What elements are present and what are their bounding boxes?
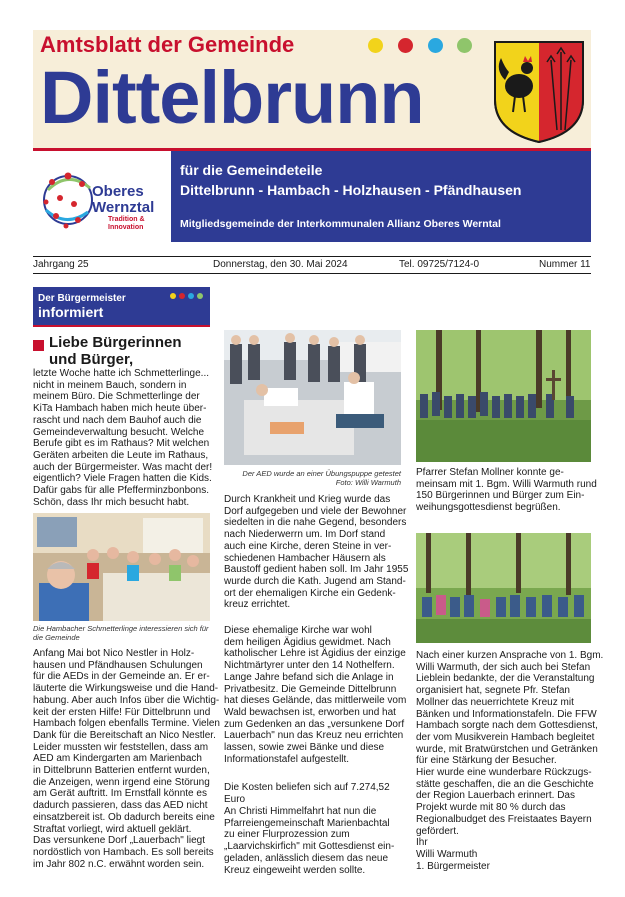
text-line: habung. Aber auch Infos über die Wichtig-: [33, 694, 220, 706]
text-line: Leider mussten wir feststellen, dass am: [33, 741, 209, 753]
text-line: Regionalbudget des Freistaates Bayern: [416, 813, 592, 825]
text-line: meinsam mit 1. Bgm. Willi Warmuth rund: [416, 478, 597, 490]
col2-cost-text: [224, 782, 401, 805]
text-line: zu einer Flurprozession zum: [224, 829, 350, 841]
text-line: Diese ehemalige Kirche war wohl: [224, 625, 372, 636]
text-line: An Christi Himmelfahrt hat nun die: [224, 806, 377, 817]
text-line: Willi Warmuth: [416, 848, 478, 860]
heading-bullet-icon: [33, 340, 44, 351]
text-line: Euro: [224, 793, 246, 805]
text-line: hat dieses Gelände, das mittlerweile vom: [224, 695, 407, 707]
issue-number: Nummer 11: [539, 259, 591, 270]
text-line: schiedenen Hambacher Häusern als: [224, 552, 386, 564]
kita-photo-caption-line-2: die Gemeinde: [33, 633, 80, 642]
text-line: „Laarvichskirfich" mit Gottesdienst ein-: [224, 841, 395, 853]
text-line: im Jahr 802 n.C. erwähnt worden sein.: [33, 858, 205, 870]
text-line: wurde, mit Bratwürstchen und Getränken: [416, 743, 598, 755]
section-dot-yellow: [170, 293, 176, 299]
text-line: Hambach sorgte nach dem Gottesdienst,: [416, 720, 598, 732]
logo-tagline-2: Innovation: [108, 224, 144, 231]
aed-training-photo: [224, 330, 401, 465]
text-line: Dorf aufgegeben und viele der Bewohner: [224, 505, 407, 517]
text-line: Anfang Mai bot Nico Nestler in Holz-: [33, 648, 195, 659]
text-line: Ihr: [416, 837, 428, 849]
text-line: organisiert hat, segnete Pfr. Stefan: [416, 685, 570, 697]
text-line: in Dittelbrunn Batterien entfernt wurden,: [33, 765, 210, 777]
text-line: auch der Bürgermeister. Was macht der!: [33, 461, 213, 473]
text-line: nicht in meinem Bauch, sondern in: [33, 379, 187, 391]
text-line: Hier wurde eine wunderbare Rückzugs-: [416, 767, 592, 779]
text-line: katholischer Lehre ist Ägidius der einzige: [224, 648, 406, 660]
text-line: läuterte die Wirkungsweise und die Hand-: [33, 683, 219, 695]
section-header-underline: [33, 325, 210, 327]
text-line: für die AEDs in der Gemeinde an. Er er-: [33, 671, 210, 683]
phone-number: Tel. 09725/7124-0: [399, 259, 480, 270]
text-line: lassen, sowie zwei Bänke und diese: [224, 742, 385, 754]
text-line: Straftat vorliegt, wird aktuell geklärt.: [33, 823, 192, 835]
text-line: Hambach folgen ebenfalls Termine. Vielen: [33, 718, 220, 730]
subtitle-line-1: für die Gemeindeteile: [180, 162, 323, 178]
text-line: meinem Büro. Die Schmetterlinge der: [33, 391, 200, 403]
text-line: auch eine Kirche, deren Steine in ver-: [224, 540, 392, 552]
text-line: Wald bewachsen ist, erworben und hat: [224, 706, 396, 718]
text-line: rascht und nach dem Bauhof auch die: [33, 414, 202, 426]
col2-church-text: [224, 625, 407, 765]
logo-tagline-1: Tradition &: [108, 216, 145, 223]
text-line: der Region Lauerbach erinnert. Das: [416, 790, 575, 802]
issue-date: Donnerstag, den 30. Mai 2024: [213, 259, 348, 270]
publication-title: Dittelbrunn: [40, 56, 424, 139]
text-line: Privatbesitz. Die Gemeinde Dittelbrunn: [224, 683, 397, 695]
article-heading-line-2: und Bürger,: [49, 351, 134, 368]
info-rule-bottom: [33, 273, 591, 274]
text-line: siedelten in die nahe Gegend, besonders: [224, 517, 407, 529]
color-dot-green: [457, 38, 472, 53]
network-logo-icon: [38, 160, 96, 236]
text-line: Nach einer kurzen Ansprache von 1. Bgm.: [416, 650, 604, 661]
aed-photo-caption-line-1: Der AED wurde an einer Übungspuppe getestet: [242, 469, 401, 478]
text-line: Pfarreiengemeinschaft Marienbachtal: [224, 817, 390, 829]
text-line: weihungsgottesdienst begrüßen.: [416, 502, 561, 514]
text-line: Die Kosten beliefen sich auf 7.274,52: [224, 782, 390, 793]
text-line: letzte Woche hatte ich Schmetterlinge...: [33, 368, 210, 379]
text-line: geladen, anlässlich diesem das neue: [224, 852, 388, 864]
volume-label: Jahrgang 25: [33, 259, 89, 270]
text-line: Nichtmärtyrer unter den 14 Nothelfern.: [224, 660, 395, 672]
text-line: nach Niederwerrn um. Im Dorf stand: [224, 529, 386, 541]
text-line: Kreuz eingeweiht werden sollte.: [224, 864, 366, 876]
text-line: Bänken und Informationstafeln. Die FFW: [416, 708, 597, 720]
logo-text-wernztal: Wernztal: [92, 199, 155, 216]
color-dot-yellow: [368, 38, 383, 53]
text-line: zum Gedenken an das „versunkene Dorf: [224, 718, 405, 730]
text-line: wurde durch die Kath. Jugend am Stand-: [224, 575, 406, 587]
aed-photo-caption-line-2: Foto: Willi Warmuth: [335, 478, 401, 487]
subtitle-line-2: Dittelbrunn - Hambach - Holzhausen - Pfändhausen: [180, 182, 522, 198]
text-line: Dafür gabs für alle Pfefferminzbonbons.: [33, 485, 210, 497]
text-line: Lange Jahre befand sich die Anlage in: [224, 671, 394, 683]
text-line: Geräten arbeiten die Leute im Rathaus,: [33, 449, 209, 461]
text-line: kreuz errichtet.: [224, 599, 291, 611]
text-line: 1. Bürgermeister: [416, 860, 490, 872]
article-heading-line-1: Liebe Bürgerinnen: [49, 334, 182, 351]
text-line: eigentlich? Viele Fragen hatten die Kids.: [33, 473, 212, 485]
text-line: die Anzeigen, wenn irgend eine Störung: [33, 776, 210, 788]
coat-of-arms-icon: [493, 40, 585, 144]
kita-photo-caption-line-1: Die Hambacher Schmetterlinge interessieren sich für: [33, 624, 209, 633]
col3-greeting-text: [416, 467, 597, 514]
text-line: dem heiligen Ägidius gewidmet. Nach: [224, 636, 391, 648]
text-line: Projekt wurde mit 80 % durch das: [416, 802, 566, 814]
text-line: Berufe gibt es im Rathaus? Mit welchen: [33, 438, 210, 450]
text-line: AED am Kindergarten am Marienbach: [33, 753, 202, 765]
text-line: ort der ehemaligen Kirche ein Gedenk-: [224, 587, 396, 599]
text-line: stätte geschaffen, die an die Geschichte: [416, 778, 594, 790]
text-line: einsatzbereit ist. Ob dadurch bereits eine: [33, 811, 215, 823]
subtitle-line-3: Mitgliedsgemeinde der Interkommunalen Allianz Oberes Werntal: [180, 218, 501, 230]
text-line: hausen und Pfändhausen Schulungen: [33, 659, 203, 671]
text-line: der vom Musikverein Hambach begleitet: [416, 731, 595, 743]
text-line: gefördert.: [416, 825, 459, 837]
text-line: Das versunkene Dorf „Lauerbach" liegt: [33, 835, 205, 847]
text-line: 150 Bürgerinnen und Bürger zum Ein-: [416, 490, 585, 502]
logo-text-oberes: Oberes: [92, 183, 144, 200]
text-line: Schön, dass Ihr mich besucht habt.: [33, 496, 190, 508]
col1-intro-text: [33, 368, 213, 508]
text-line: für eine Stärkung der Besucher.: [416, 755, 557, 767]
text-line: Baustoff gedient haben soll. Im Jahr 1955: [224, 564, 409, 576]
kita-children-photo: [33, 513, 210, 621]
info-rule-top: [33, 256, 591, 257]
text-line: Informationstafel aufgestellt.: [224, 753, 350, 765]
section-dot-red: [179, 293, 185, 299]
text-line: am Gerät auftritt. Im Ernstfall könnte es: [33, 788, 207, 800]
text-line: dadurch passieren, dass das AED nicht: [33, 800, 208, 812]
col2-history-text: [224, 494, 409, 611]
col2-procession-text: [224, 806, 401, 876]
text-line: Mollner das neuerrichtete Kreuz mit: [416, 696, 574, 708]
text-line: Gemeindeverwaltung besucht. Welche: [33, 426, 205, 438]
text-line: Pfarrer Stefan Mollner konnte ge-: [416, 467, 564, 478]
col1-aed-text: [33, 648, 220, 870]
col3-blessing-text: [416, 650, 604, 872]
text-line: Willi Warmuth, der sich auch bei Stefan: [416, 661, 591, 673]
section-dot-blue: [188, 293, 194, 299]
section-header-line-2: informiert: [38, 304, 104, 320]
text-line: Dank für die Bereitschaft an Nico Nestler.: [33, 729, 216, 741]
section-dot-green: [197, 293, 203, 299]
forest-gathering-photo-1: [416, 330, 591, 462]
text-line: keit der ersten Hilfe! Für Dittelbrunn und: [33, 706, 211, 718]
text-line: Lieblein bedankte, der die Veranstaltung: [416, 673, 595, 685]
text-line: KiTa Hambach haben mich heute über-: [33, 403, 207, 415]
color-dot-red: [398, 38, 413, 53]
text-line: nordöstlich von Hambach. Es soll bereits: [33, 846, 214, 858]
text-line: Lauerbach" nun das Kreuz neu errichten: [224, 730, 404, 742]
color-dot-blue: [428, 38, 443, 53]
publication-subtitle: Amtsblatt der Gemeinde: [40, 32, 295, 57]
forest-gathering-photo-2: [416, 533, 591, 643]
section-header-line-1: Der Bürgermeister: [38, 293, 126, 304]
text-line: Durch Krankheit und Krieg wurde das: [224, 494, 391, 505]
